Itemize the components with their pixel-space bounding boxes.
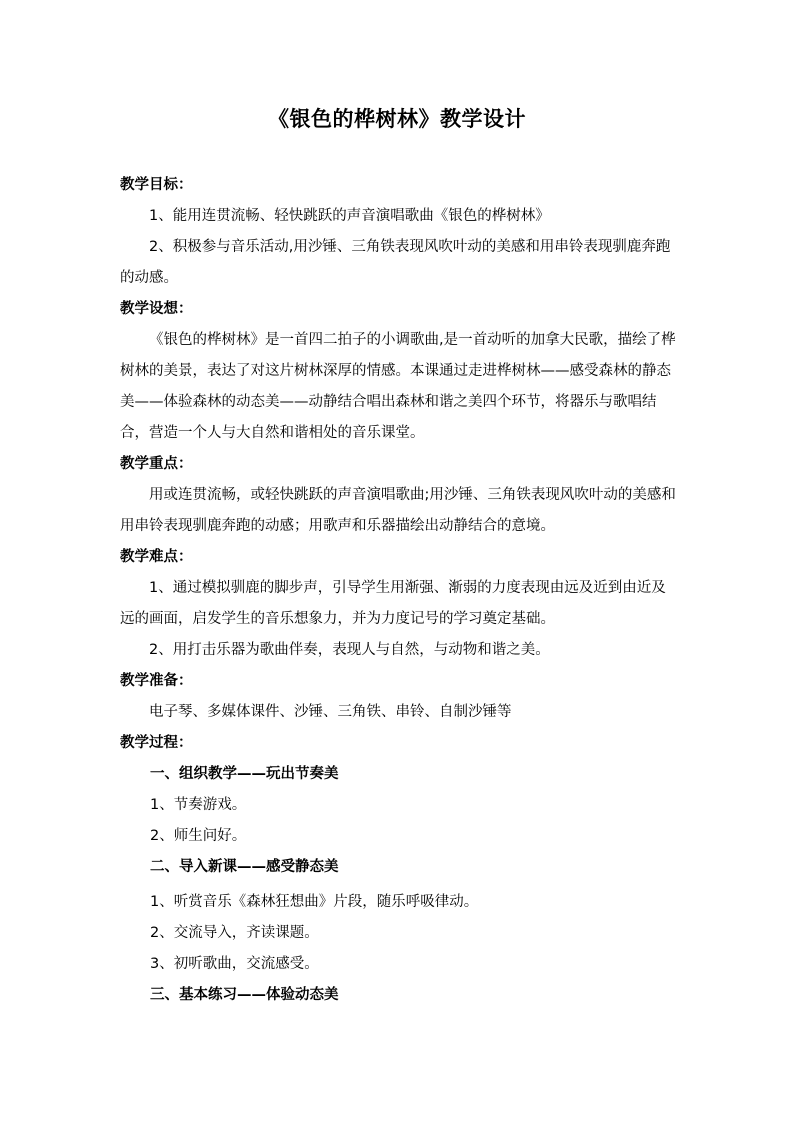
process-step-2-item-1: 1、听赏音乐《森林狂想曲》片段，随乐呼吸律动。 xyxy=(150,894,479,910)
goals-item-2: 2、积极参与音乐活动,用沙锤、三角铁表现风吹叶动的美感和用串铃表现驯鹿奔跑的动感。 xyxy=(120,239,671,286)
difficulties-item-1: 1、通过模拟驯鹿的脚步声，引导学生用渐强、渐弱的力度表现由远及近到由近及远的画面，启发学生的音乐想象力，并为力度记号的学习奠定基础。 xyxy=(120,580,666,627)
goals-heading: 教学目标： xyxy=(120,177,193,193)
document-body xyxy=(120,170,676,1011)
preparation-paragraph: 电子琴、多媒体课件、沙锤、三角铁、串铃、自制沙锤等 xyxy=(149,704,512,720)
concept-paragraph: 《银色的桦树林》是一首四二拍子的小调歌曲,是一首动听的加拿大民歌，描绘了桦树林的美景，表达了对这片树林深厚的情感。本课通过走进桦树林——感受森林的静态美——体验森林的动态美——动静结合唱出森林和谐之美四个环节，将器乐与歌唱结合，营造一个人与大自然和谐相处的音乐课堂。 xyxy=(120,332,676,441)
key-points-paragraph: 用或连贯流畅，或轻快跳跃的声音演唱歌曲;用沙锤、三角铁表现风吹叶动的美感和用串铃表现驯鹿奔跑的动感；用歌声和乐器描绘出动静结合的意境。 xyxy=(120,487,676,534)
process-step-3-title: 三、基本练习——体验动态美 xyxy=(150,987,339,1003)
goals-item-1: 1、能用连贯流畅、轻快跳跃的声音演唱歌曲《银色的桦树林》 xyxy=(149,208,550,224)
process-step-2-item-2: 2、交流导入，齐读课题。 xyxy=(150,925,319,941)
preparation-heading: 教学准备： xyxy=(120,673,193,689)
concept-heading: 教学设想： xyxy=(120,301,193,317)
process-heading: 教学过程： xyxy=(120,735,193,751)
difficulties-heading: 教学难点： xyxy=(120,549,193,565)
process-step-1-title: 一、组织教学——玩出节奏美 xyxy=(150,766,339,782)
process-step-2-title: 二、导入新课——感受静态美 xyxy=(150,859,339,875)
process-step-1-item-1: 1、节奏游戏。 xyxy=(150,797,247,813)
key-points-heading: 教学重点： xyxy=(120,456,193,472)
process-step-1-item-2: 2、师生问好。 xyxy=(150,828,247,844)
difficulties-item-2: 2、用打击乐器为歌曲伴奏，表现人与自然，与动物和谐之美。 xyxy=(149,642,550,658)
document-title: 《银色的桦树林》教学设计 xyxy=(268,107,526,131)
process-step-2-item-3: 3、初听歌曲，交流感受。 xyxy=(150,956,319,972)
